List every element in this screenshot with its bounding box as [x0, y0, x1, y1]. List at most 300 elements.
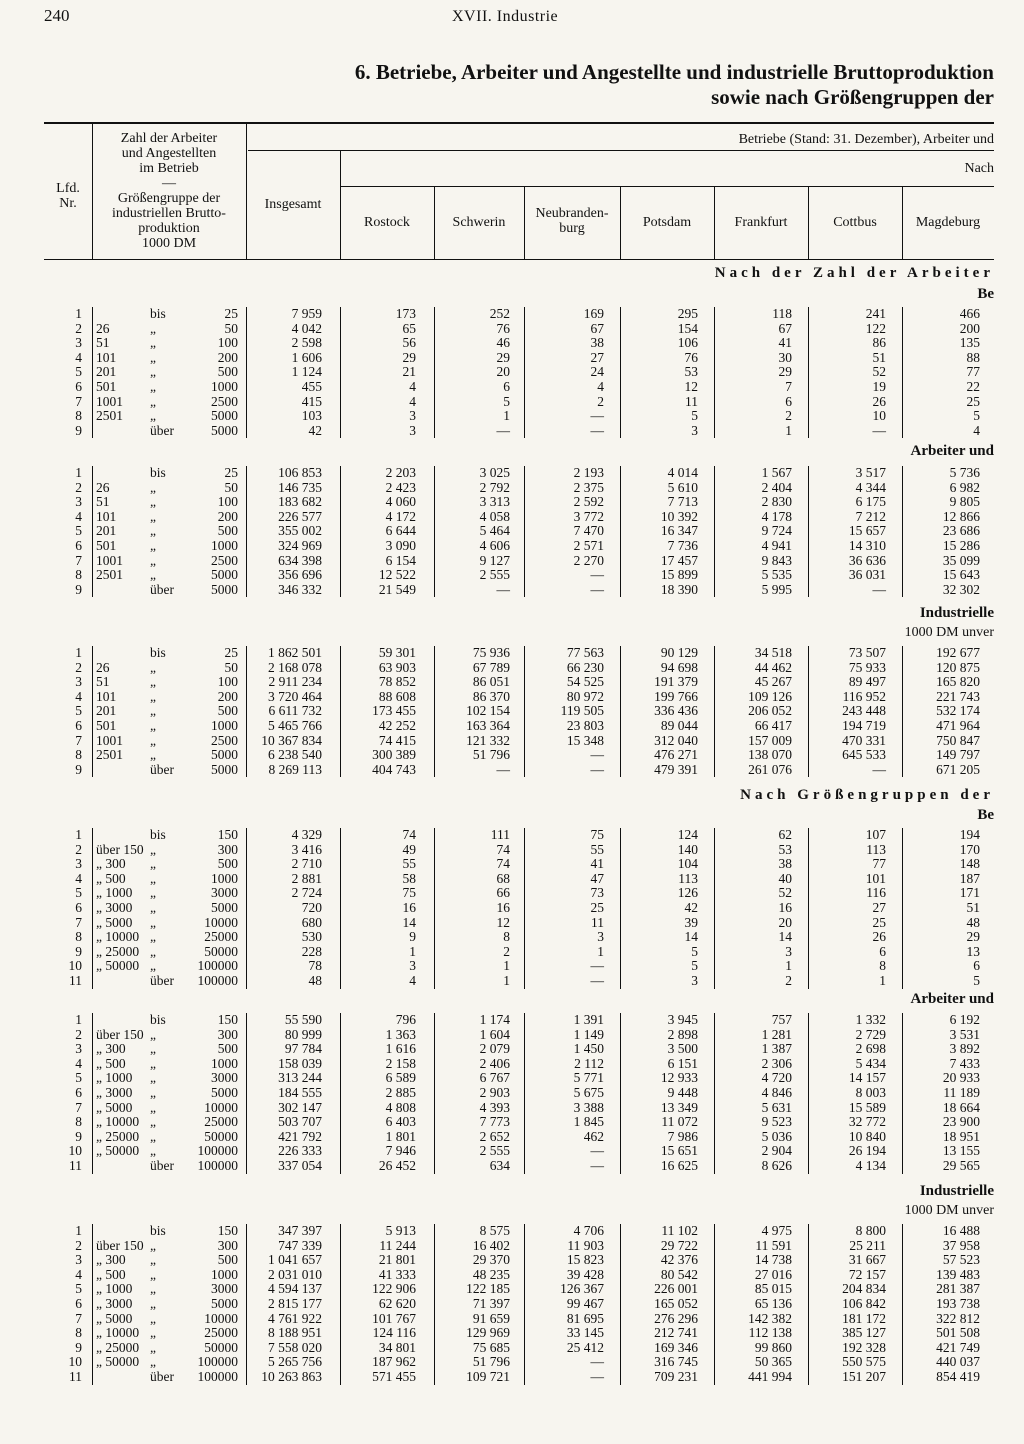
size-group-label: „ [150, 538, 156, 553]
size-group-label: „ [150, 1128, 156, 1144]
size-group-label: „ [150, 958, 156, 974]
cell-district: 221 743 [936, 688, 980, 704]
cell-district: 113 [678, 870, 698, 886]
cell-district: 116 [866, 885, 886, 901]
cell-district: — [496, 761, 510, 777]
cell-district: 6 [503, 379, 510, 394]
cell-district: 67 [590, 320, 604, 336]
table-row [0, 1071, 1024, 1086]
size-group-label: 25 [224, 306, 238, 321]
column-rule [902, 466, 903, 597]
cell-district: 18 390 [660, 581, 698, 597]
cell-district: 65 136 [754, 1296, 792, 1311]
cell-district: 5 610 [667, 479, 698, 495]
cell-insgesamt: 6 611 732 [268, 703, 322, 719]
row-number: 1 [75, 645, 82, 660]
row-number: 2 [75, 479, 82, 495]
cell-insgesamt: 7 959 [291, 306, 322, 321]
cell-insgesamt: 2 724 [291, 885, 322, 901]
cell-district: 66 230 [566, 659, 604, 675]
table-title-line-2: sowie nach Größengruppen der [711, 85, 994, 109]
size-group-label: 51 [96, 335, 110, 351]
cell-district: 33 145 [566, 1325, 604, 1341]
cell-district: 124 116 [372, 1325, 416, 1341]
cell-district: 106 842 [842, 1296, 886, 1311]
cell-district: 102 154 [466, 703, 510, 719]
table-row [0, 554, 1024, 569]
size-group-label: „ 300 [96, 856, 126, 872]
cell-insgesamt: 10 263 863 [261, 1369, 322, 1384]
size-group-label: „ [150, 703, 156, 719]
cell-district: 7 713 [667, 494, 698, 510]
size-group-label: 10000 [204, 1099, 238, 1115]
cell-district: 42 252 [378, 718, 416, 733]
cell-district: 571 455 [372, 1369, 416, 1384]
size-group-label: „ 300 [96, 1041, 126, 1057]
cell-district: 7 773 [479, 1114, 510, 1130]
table-row [0, 380, 1024, 395]
cell-district: 89 044 [660, 718, 698, 733]
table-row [0, 395, 1024, 410]
cell-district: 14 [402, 914, 416, 930]
table-row [0, 930, 1024, 945]
cell-district: 74 [496, 841, 510, 857]
column-rule [714, 1224, 715, 1385]
cell-insgesamt: 97 784 [284, 1041, 322, 1057]
row-number: 5 [75, 364, 82, 380]
cell-district: 226 001 [654, 1281, 698, 1297]
column-rule [246, 828, 247, 989]
row-number: 7 [75, 393, 82, 409]
cell-district: 1 [503, 973, 510, 988]
size-group-label: „ [150, 1310, 156, 1326]
column-rule [246, 307, 247, 438]
cell-district: 118 [772, 306, 792, 321]
cell-district: 25 [966, 393, 980, 409]
size-group-label: 3000 [211, 1281, 238, 1297]
cell-district: 11 [591, 914, 604, 930]
cell-district: 9 127 [479, 552, 510, 568]
cell-district: 2 270 [573, 552, 604, 568]
cell-district: 9 805 [949, 494, 980, 510]
cell-district: 14 [684, 929, 698, 945]
cell-district: 62 620 [378, 1296, 416, 1311]
table-row [0, 661, 1024, 676]
cell-district: 7 946 [385, 1143, 416, 1159]
cell-district: 3 [691, 422, 698, 438]
table-row [0, 1101, 1024, 1116]
size-group-label: „ 1000 [96, 885, 133, 901]
table-row [0, 872, 1024, 887]
table-row [0, 424, 1024, 439]
cell-district: 476 271 [654, 747, 698, 763]
cell-district: 149 797 [936, 747, 980, 763]
table-row [0, 336, 1024, 351]
cell-district: 261 076 [748, 761, 792, 777]
cell-district: 206 052 [748, 703, 792, 719]
size-group-label: 500 [217, 1041, 238, 1057]
cell-district: 6 151 [667, 1055, 698, 1071]
cell-district: 142 382 [748, 1310, 792, 1326]
cell-district: — [872, 761, 886, 777]
cell-district: 1 616 [385, 1041, 416, 1057]
cell-district: 34 801 [378, 1339, 416, 1355]
cell-district: 30 [778, 349, 792, 365]
cell-district: 46 [496, 335, 510, 351]
cell-district: 2 404 [761, 479, 792, 495]
row-number: 2 [75, 841, 82, 857]
cell-district: 14 310 [848, 538, 886, 553]
cell-district: 3 892 [949, 1041, 980, 1057]
cell-district: 24 [590, 364, 604, 380]
cell-district: 169 [583, 306, 604, 321]
cell-district: 2 792 [479, 479, 510, 495]
cell-district: 36 031 [848, 567, 886, 583]
cell-district: 192 328 [842, 1339, 886, 1355]
cell-district: 193 738 [936, 1296, 980, 1311]
cell-district: 119 505 [560, 703, 604, 719]
size-group-label: 150 [217, 1012, 238, 1027]
size-group-label: 1000 [211, 1055, 238, 1071]
cell-insgesamt: 355 002 [278, 523, 322, 539]
cell-district: 8 [879, 958, 886, 974]
table-row [0, 1355, 1024, 1370]
row-number: 1 [75, 306, 82, 321]
cell-district: 2 193 [573, 465, 604, 480]
cell-district: 14 738 [754, 1252, 792, 1268]
size-group-label: „ [150, 1099, 156, 1115]
size-group-label: „ [150, 567, 156, 583]
cell-district: 40 [778, 870, 792, 886]
cell-district: — [590, 1369, 604, 1384]
cell-district: 29 [496, 349, 510, 365]
size-group-label: bis [150, 827, 166, 842]
cell-district: 51 796 [472, 747, 510, 763]
column-rule [714, 466, 715, 597]
size-group-label: „ [150, 914, 156, 930]
cell-insgesamt: 347 397 [278, 1223, 322, 1238]
cell-insgesamt: 530 [301, 929, 322, 945]
cell-district: 10 840 [848, 1128, 886, 1144]
cell-district: 5 736 [949, 465, 980, 480]
cell-district: 67 789 [472, 659, 510, 675]
column-rule [246, 646, 247, 777]
cell-district: 441 994 [748, 1369, 792, 1384]
cell-district: 854 419 [936, 1369, 980, 1384]
cell-district: 122 906 [372, 1281, 416, 1297]
cell-district: 2 830 [761, 494, 792, 510]
size-group-label: über 150 [96, 1026, 144, 1042]
cell-district: 36 636 [848, 552, 886, 568]
cell-district: 7 470 [573, 523, 604, 539]
cell-district: 204 834 [842, 1281, 886, 1297]
size-group-label: „ [150, 408, 156, 424]
cell-insgesamt: 42 [308, 422, 322, 438]
size-group-label: „ [150, 1041, 156, 1057]
table-row [0, 704, 1024, 719]
cell-district: 645 533 [842, 747, 886, 763]
cell-district: 50 365 [754, 1354, 792, 1370]
size-group-label: 100000 [197, 973, 238, 988]
cell-insgesamt: 228 [301, 943, 322, 959]
cell-district: 55 [590, 841, 604, 857]
size-group-label: 5000 [211, 567, 238, 583]
size-group-label: „ [150, 1339, 156, 1355]
cell-district: 86 051 [472, 674, 510, 690]
cell-district: 5 [691, 408, 698, 424]
cell-district: 25 [590, 900, 604, 915]
row-number: 4 [75, 1055, 82, 1071]
cell-insgesamt: 146 735 [278, 479, 322, 495]
column-rule [620, 1224, 621, 1385]
cell-district: 1 [785, 422, 792, 438]
size-group-label: 2500 [211, 732, 238, 748]
size-group-label: „ [150, 688, 156, 704]
table-row [0, 1013, 1024, 1028]
row-number: 3 [75, 1252, 82, 1268]
cell-district: 19 [872, 379, 886, 394]
cell-district: 107 [865, 827, 886, 842]
table-row [0, 365, 1024, 380]
size-group-label: 5000 [211, 747, 238, 763]
cell-district: 3 [785, 943, 792, 959]
size-group-label: 5000 [211, 1296, 238, 1311]
row-number: 9 [75, 761, 82, 777]
cell-district: 111 [490, 827, 510, 842]
cell-district: 29 [966, 929, 980, 945]
running-head: XVII. Industrie [452, 8, 559, 25]
cell-district: 85 015 [754, 1281, 792, 1297]
size-group-label: „ [150, 1354, 156, 1370]
cell-district: 18 951 [942, 1128, 980, 1144]
size-group-label: 200 [217, 508, 238, 524]
size-group-label: „ [150, 320, 156, 336]
section-subtitle: Be [977, 286, 994, 302]
table-title-line-1: 6. Betriebe, Arbeiter und Angestellte und industrielle Bruttoproduktion [354, 60, 994, 84]
cell-insgesamt: 2 911 234 [268, 674, 322, 690]
row-number: 5 [75, 703, 82, 719]
column-rule [340, 1013, 341, 1174]
cell-district: 122 [865, 320, 886, 336]
cell-district: 88 608 [378, 688, 416, 704]
size-group-label: 50 [224, 479, 238, 495]
cell-district: 3 945 [667, 1012, 698, 1027]
cell-district: 12 933 [660, 1070, 698, 1086]
size-group-label: „ [150, 747, 156, 763]
size-group-label: „ 25000 [96, 1339, 140, 1355]
size-group-label: „ 10000 [96, 929, 140, 945]
cell-insgesamt: 1 124 [291, 364, 322, 380]
table-row [0, 1268, 1024, 1283]
cell-district: 1 567 [761, 465, 792, 480]
cell-insgesamt: 48 [308, 973, 322, 988]
cell-district: 73 507 [848, 645, 886, 660]
row-number: 1 [75, 465, 82, 480]
cell-district: 112 138 [748, 1325, 792, 1341]
section-unit: 1000 DM unver [904, 1203, 994, 1218]
size-group-label: 26 [96, 320, 110, 336]
table-row [0, 495, 1024, 510]
cell-insgesamt: 78 [308, 958, 322, 974]
size-group-label: „ [150, 494, 156, 510]
cell-district: 9 523 [761, 1114, 792, 1130]
cell-district: 1 391 [573, 1012, 604, 1027]
size-group-label: 10000 [204, 1310, 238, 1326]
row-number: 1 [75, 1223, 82, 1238]
cell-district: 5 464 [479, 523, 510, 539]
size-group-label: 150 [217, 1223, 238, 1238]
row-number: 6 [75, 1296, 82, 1311]
size-group-label: „ 3000 [96, 1296, 133, 1311]
cell-insgesamt: 324 969 [278, 538, 322, 553]
table-row [0, 466, 1024, 481]
cell-district: 4 060 [385, 494, 416, 510]
size-group-label: 501 [96, 718, 117, 733]
cell-district: 5 995 [761, 581, 792, 597]
cell-district: 13 155 [942, 1143, 980, 1159]
cell-district: 90 129 [660, 645, 698, 660]
size-group-label: bis [150, 1012, 166, 1027]
table-row [0, 1239, 1024, 1254]
row-number: 2 [75, 659, 82, 675]
cell-district: 16 [496, 900, 510, 915]
cell-insgesamt: 183 682 [278, 494, 322, 510]
cell-district: 7 212 [855, 508, 886, 524]
row-number: 2 [75, 320, 82, 336]
cell-district: 471 964 [936, 718, 980, 733]
cell-district: 53 [684, 364, 698, 380]
column-rule [92, 466, 93, 597]
size-group-label: „ 5000 [96, 1099, 133, 1115]
cell-district: 21 [402, 364, 416, 380]
cell-district: 88 [966, 349, 980, 365]
cell-insgesamt: 184 555 [278, 1085, 322, 1100]
size-group-label: 1000 [211, 1266, 238, 1282]
cell-district: 8 [503, 929, 510, 945]
cell-district: 109 721 [466, 1369, 510, 1384]
cell-district: 212 741 [654, 1325, 698, 1341]
size-group-label: „ [150, 1296, 156, 1311]
cell-district: 8 800 [855, 1223, 886, 1238]
cell-district: 11 102 [661, 1223, 698, 1238]
cell-district: — [590, 958, 604, 974]
cell-district: 76 [496, 320, 510, 336]
cell-district: 15 348 [566, 732, 604, 748]
cell-district: 101 [865, 870, 886, 886]
cell-district: 1 [785, 958, 792, 974]
row-number: 10 [68, 1143, 82, 1159]
cell-district: 54 525 [566, 674, 604, 690]
size-group-label: 50000 [204, 943, 238, 959]
size-group-label: „ [150, 1237, 156, 1253]
header-group-column: Zahl der Arbeiter und Angestellten im Betrieb — Größengruppe der industriellen Brutto- produktion 1000 DM [112, 131, 226, 251]
cell-district: 16 402 [472, 1237, 510, 1253]
cell-district: 20 933 [942, 1070, 980, 1086]
size-group-label: bis [150, 306, 166, 321]
size-group-label: 2500 [211, 393, 238, 409]
table-row [0, 1159, 1024, 1174]
cell-district: 99 467 [566, 1296, 604, 1311]
cell-insgesamt: 356 696 [278, 567, 322, 583]
cell-district: 17 457 [660, 552, 698, 568]
column-rule [524, 307, 525, 438]
cell-district: 5 631 [761, 1099, 792, 1115]
header-top-rule [44, 122, 994, 124]
cell-district: 4 720 [761, 1070, 792, 1086]
size-group-label: 1000 [211, 379, 238, 394]
column-rule [524, 466, 525, 597]
cell-district: 11 244 [379, 1237, 416, 1253]
row-number: 8 [75, 747, 82, 763]
size-group-label: 300 [217, 1237, 238, 1253]
cell-district: 73 [590, 885, 604, 901]
cell-district: 14 [778, 929, 792, 945]
cell-district: 5 771 [573, 1070, 604, 1086]
cell-district: 41 [778, 335, 792, 351]
cell-district: 4 [409, 379, 416, 394]
cell-district: 2 885 [385, 1085, 416, 1100]
size-group-label: 300 [217, 841, 238, 857]
table-row [0, 690, 1024, 705]
column-rule [434, 466, 435, 597]
size-group-label: über [150, 581, 174, 597]
cell-district: 4 808 [385, 1099, 416, 1115]
size-group-label: 51 [96, 494, 110, 510]
cell-district: 8 626 [761, 1158, 792, 1173]
cell-district: 3 090 [385, 538, 416, 553]
cell-district: 173 455 [372, 703, 416, 719]
cell-district: 5 [973, 408, 980, 424]
size-group-label: „ [150, 929, 156, 945]
cell-district: 116 952 [842, 688, 886, 704]
size-group-label: „ [150, 674, 156, 690]
cell-insgesamt: 346 332 [278, 581, 322, 597]
size-group-label: über 150 [96, 1237, 144, 1253]
size-group-label: 5000 [211, 1085, 238, 1100]
column-rule [434, 646, 435, 777]
size-group-label: 1001 [96, 393, 123, 409]
cell-district: 74 [402, 827, 416, 842]
size-group-label: „ [150, 1281, 156, 1297]
size-group-label: „ [150, 1026, 156, 1042]
size-group-label: 300 [217, 1026, 238, 1042]
size-group-label: über [150, 1369, 174, 1384]
cell-district: 21 801 [378, 1252, 416, 1268]
cell-district: 6 [973, 958, 980, 974]
header-bottom-rule [44, 259, 994, 260]
header-sub-rule [340, 186, 994, 187]
size-group-label: „ [150, 1266, 156, 1282]
cell-district: 41 [590, 856, 604, 872]
cell-district: 26 [872, 393, 886, 409]
column-rule [620, 646, 621, 777]
cell-district: 316 745 [654, 1354, 698, 1370]
table-row [0, 763, 1024, 778]
cell-district: 22 [966, 379, 980, 394]
row-number: 5 [75, 1281, 82, 1297]
cell-district: 26 [872, 929, 886, 945]
cell-district: 3 [409, 408, 416, 424]
cell-district: — [496, 422, 510, 438]
cell-district: 4 344 [855, 479, 886, 495]
row-number: 11 [69, 1369, 82, 1384]
table-row [0, 959, 1024, 974]
cell-district: 501 508 [936, 1325, 980, 1341]
cell-district: 241 [865, 306, 886, 321]
size-group-label: 1000 [211, 538, 238, 553]
table-row [0, 886, 1024, 901]
size-group-label: 100 [217, 674, 238, 690]
